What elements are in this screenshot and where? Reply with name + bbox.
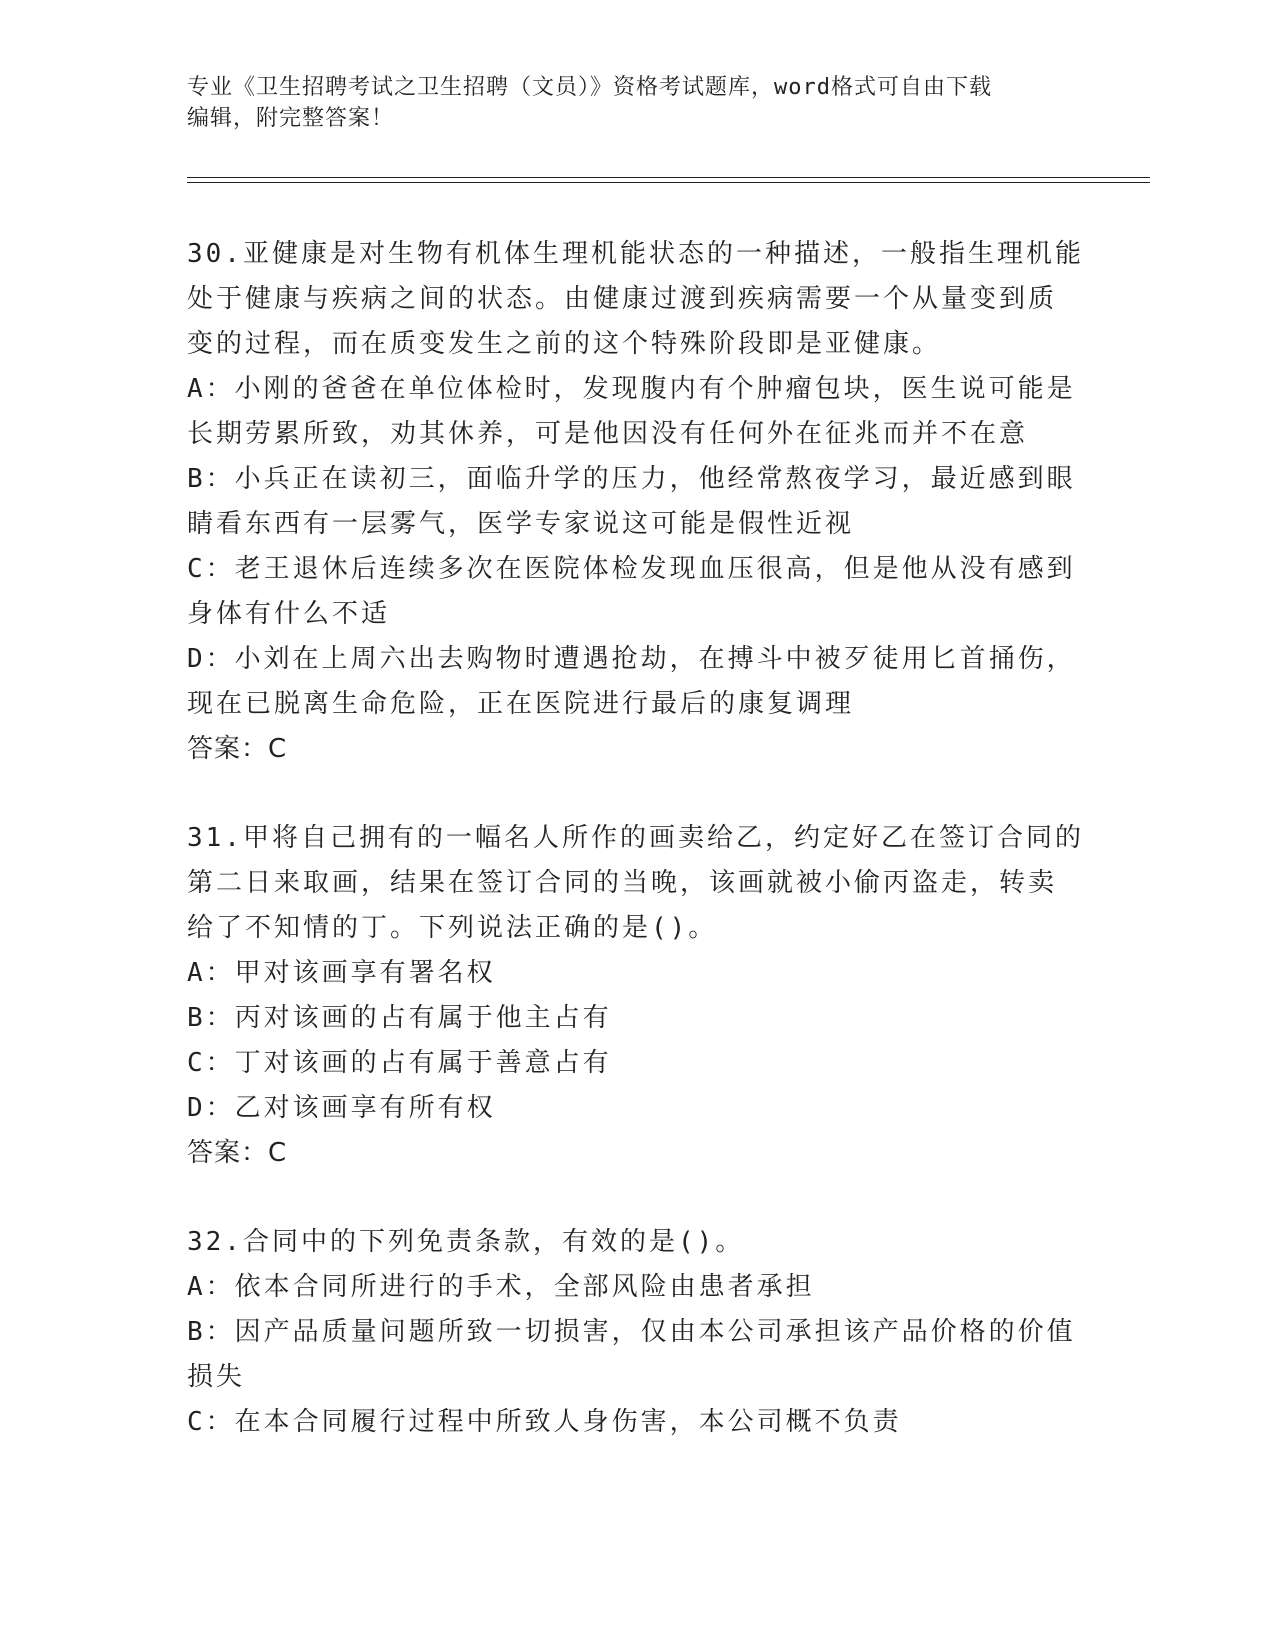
option-d-line: 现在已脱离生命危险，正在医院进行最后的康复调理 [187,689,855,719]
answer-label: 答案：C [187,734,288,764]
question-text-line: 变的过程，而在质变发生之前的这个特殊阶段即是亚健康。 [187,329,942,359]
option-d-line: D：小刘在上周六出去购物时遭遇抢劫，在搏斗中被歹徒用匕首捅伤， [187,644,1076,674]
header-line-1: 专业《卫生招聘考试之卫生招聘（文员）》资格考试题库，word格式可自由下载 [187,75,992,100]
option-a-line: A：小刚的爸爸在单位体检时，发现腹内有个肿瘤包块，医生说可能是 [187,374,1076,404]
question-text-line: 32.合同中的下列免责条款，有效的是()。 [187,1227,745,1257]
option-d-line: D：乙对该画享有所有权 [187,1093,496,1123]
question-list [187,232,1084,1489]
option-c-line: C：丁对该画的占有属于善意占有 [187,1048,612,1078]
header-line-2: 编辑，附完整答案！ [187,106,395,131]
question-32 [187,1220,1076,1445]
question-text-line: 给了不知情的丁。下列说法正确的是()。 [187,913,718,943]
header-divider-bottom [187,182,1150,183]
question-30 [187,232,1084,772]
document-header [187,72,1087,134]
option-a-line: A：依本合同所进行的手术，全部风险由患者承担 [187,1272,815,1302]
question-text-line: 第二日来取画，结果在签订合同的当晚，该画就被小偷丙盗走，转卖 [187,868,1058,898]
option-c-line: 身体有什么不适 [187,599,391,629]
option-a-line: A：甲对该画享有署名权 [187,958,496,988]
option-c-line: C：在本合同履行过程中所致人身伤害，本公司概不负责 [187,1407,902,1437]
question-31 [187,816,1084,1176]
answer-label: 答案：C [187,1138,288,1168]
option-b-line: B：小兵正在读初三，面临升学的压力，他经常熬夜学习，最近感到眼 [187,464,1076,494]
option-b-line: B：丙对该画的占有属于他主占有 [187,1003,612,1033]
option-c-line: C：老王退休后连续多次在医院体检发现血压很高，但是他从没有感到 [187,554,1076,584]
question-text-line: 处于健康与疾病之间的状态。由健康过渡到疾病需要一个从量变到质 [187,284,1058,314]
header-divider-top [187,177,1150,178]
question-text-line: 30.亚健康是对生物有机体生理机能状态的一种描述，一般指生理机能 [187,239,1084,269]
option-b-line: B：因产品质量问题所致一切损害，仅由本公司承担该产品价格的价值 [187,1317,1076,1347]
option-b-line: 损失 [187,1362,246,1392]
option-b-line: 睛看东西有一层雾气，医学专家说这可能是假性近视 [187,509,855,539]
question-text-line: 31.甲将自己拥有的一幅名人所作的画卖给乙，约定好乙在签订合同的 [187,823,1084,853]
option-a-line: 长期劳累所致，劝其休养，可是他因没有任何外在征兆而并不在意 [187,419,1029,449]
